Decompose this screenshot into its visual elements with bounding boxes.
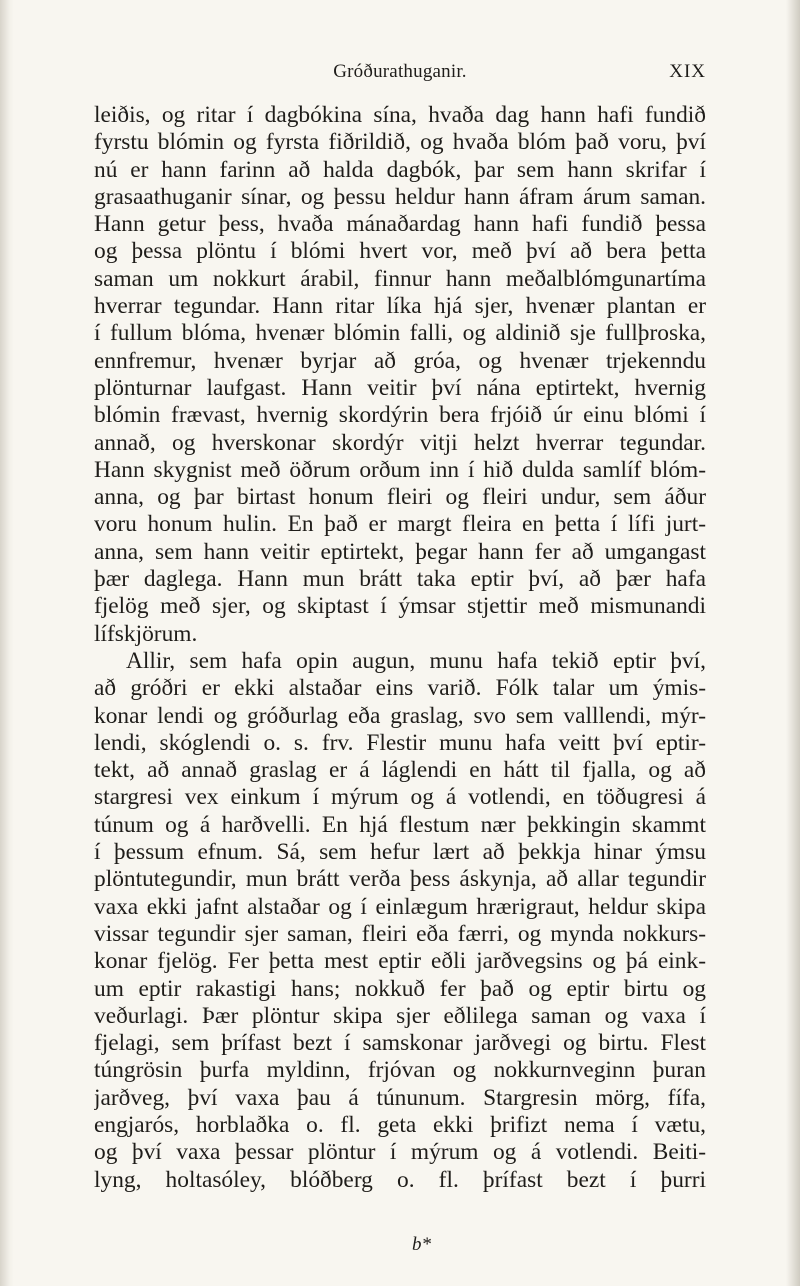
page-gutter-shadow (0, 0, 14, 1286)
text-line: saman um nokkurt árabil, finnur hann meðalblómgunartíma (94, 265, 706, 292)
text-line: anna, og þar birtast honum fleiri og fleiri undur, sem áður (94, 484, 706, 511)
text-line: og því vaxa þessar plöntur í mýrum og á votlendi. Beiti- (94, 1139, 706, 1166)
signature-mark: b* (412, 1234, 431, 1255)
text-line: fyrstu blómin og fyrsta fiðrildið, og hvaða blóm það voru, því (94, 129, 706, 156)
text-line: vaxa ekki jafnt alstaðar og í einlægum hrærigraut, heldur skipa (94, 893, 706, 920)
text-line: engjarós, horblaðka o. fl. geta ekki þrifizt nema í vætu, (94, 1111, 706, 1138)
text-line: leiðis, og ritar í dagbókina sína, hvaða dag hann hafi fundið (94, 102, 706, 128)
text-line: nú er hann farinn að halda dagbók, þar sem hann skrifar í (94, 156, 706, 183)
text-line: grasaathuganir sínar, og þessu heldur hann áfram árum saman. (94, 183, 706, 210)
text-line: stargresi vex einkum í mýrum og á votlendi, en töðugresi á (94, 784, 706, 811)
page-edge-shadow (786, 0, 800, 1286)
text-line: jarðveg, því vaxa þau á túnunum. Stargresin mörg, fífa, (94, 1084, 706, 1111)
text-line: annað, og hverskonar skordýr vitji helzt hverrar tegundar. (94, 429, 706, 456)
text-line: vissar tegundir sjer saman, fleiri eða færri, og mynda nokkurs- (94, 920, 706, 947)
text-line: veðurlagi. Þær plöntur skipa sjer eðlilega saman og vaxa í (94, 1002, 706, 1029)
running-title: Gróðurathuganir. (333, 61, 467, 82)
text-line: þær daglega. Hann mun brátt taka eptir því, að þær hafa (94, 566, 706, 593)
text-line: túngrösin þurfa myldinn, frjóvan og nokkurnveginn þuran (94, 1057, 706, 1084)
text-line: í fullum blóma, hvenær blómin falli, og aldinið sje fullþroska, (94, 320, 706, 347)
text-line: fjelagi, sem þrífast bezt í samskonar jarðvegi og birtu. Flest (94, 1030, 706, 1057)
text-line: og þessa plöntu í blómi hvert vor, með því að bera þetta (94, 238, 706, 265)
text-line: túnum og á harðvelli. En hjá flestum nær þekkingin skammt (94, 811, 706, 838)
page-number: XIX (669, 61, 706, 82)
text-line: lendi, skóglendi o. s. frv. Flestir munu hafa veitt því eptir- (94, 729, 706, 756)
text-line: í þessum efnum. Sá, sem hefur lært að þekkja hinar ýmsu (94, 839, 706, 866)
text-line: um eptir rakastigi hans; nokkuð fer það og eptir birtu og (94, 975, 706, 1002)
text-line: hverrar tegundar. Hann ritar líka hjá sjer, hvenær plantan er (94, 293, 706, 320)
text-line: plönturnar laufgast. Hann veitir því nána eptirtekt, hvernig (94, 374, 706, 401)
text-line: konar lendi og gróðurlag eða graslag, svo sem valllendi, mýr- (94, 702, 706, 729)
text-line: ennfremur, hvenær byrjar að gróa, og hvenær trjekenndu (94, 347, 706, 374)
text-line: blómin frævast, hvernig skordýrin bera frjóið úr einu blómi í (94, 402, 706, 429)
text-line: tekt, að annað graslag er á láglendi en hátt til fjalla, og að (94, 757, 706, 784)
text-line: voru honum hulin. En það er margt fleira en þetta í lífi jurt- (94, 511, 706, 538)
text-line: Hann skygnist með öðrum orðum inn í hið dulda samlíf blóm- (94, 456, 706, 483)
text-line-paragraph-start: Allir, sem hafa opin augun, munu hafa tekið eptir því, (126, 647, 706, 674)
text-line: konar fjelög. Fer þetta mest eptir eðli jarðvegsins og þá eink- (94, 948, 706, 975)
page-header (94, 61, 706, 89)
text-line: plöntutegundir, mun brátt verða þess áskynja, að allar tegundir (94, 866, 706, 893)
text-line-paragraph-end: lífskjörum. (94, 620, 198, 647)
text-line: anna, sem hann veitir eptirtekt, þegar hann fer að umgangast (94, 538, 706, 565)
body-text (94, 102, 706, 1194)
text-line: Hann getur þess, hvaða mánaðardag hann hafi fundið þessa (94, 211, 706, 238)
text-line: fjelög með sjer, og skiptast í ýmsar stjettir með mismunandi (94, 593, 706, 620)
text-line: lyng, holtasóley, blóðberg o. fl. þrífast bezt í þurri (94, 1166, 706, 1193)
text-line: að gróðri er ekki alstaðar eins varið. Fólk talar um ýmis- (94, 675, 706, 702)
